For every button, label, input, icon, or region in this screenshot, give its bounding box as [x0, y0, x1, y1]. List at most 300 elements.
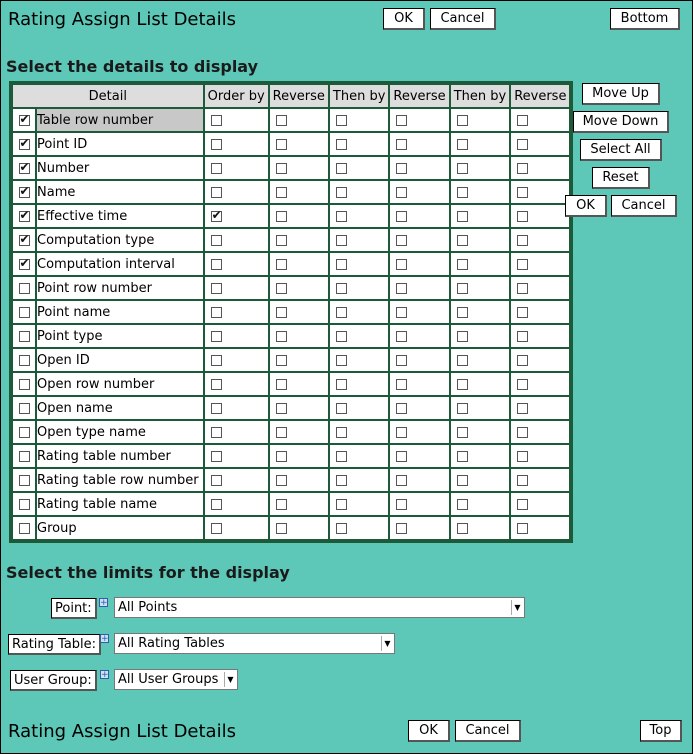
then-by-2-cell: [450, 300, 511, 324]
order-by-cell: [204, 396, 269, 420]
order-by-cell: [204, 204, 269, 228]
reverse-3-cell: [510, 204, 570, 228]
detail-checkbox-cell: [12, 468, 36, 492]
reverse-3-checkbox[interactable]: [517, 475, 528, 486]
order-by-cell: [204, 180, 269, 204]
detail-checkbox[interactable]: [19, 451, 30, 462]
rating-table-expand-icon[interactable]: +: [101, 634, 109, 644]
reverse-1-checkbox[interactable]: [276, 307, 287, 318]
then-by-2-checkbox[interactable]: [457, 211, 468, 222]
then-by-1-cell: [329, 492, 390, 516]
detail-label[interactable]: Number: [36, 156, 204, 180]
reverse-3-checkbox[interactable]: [517, 235, 528, 246]
reverse-2-cell: [389, 252, 449, 276]
reverse-2-checkbox[interactable]: [396, 451, 407, 462]
detail-checkbox-cell: [12, 348, 36, 372]
table-row: [12, 444, 570, 468]
then-by-2-cell: [450, 492, 511, 516]
detail-label[interactable]: Open row number: [36, 372, 204, 396]
reverse-3-cell: [510, 252, 570, 276]
reverse-1-checkbox[interactable]: [276, 211, 287, 222]
reverse-3-checkbox[interactable]: [517, 355, 528, 366]
rating-table-select-value: All Rating Tables: [118, 636, 225, 651]
then-by-2-cell: [450, 444, 511, 468]
then-by-2-checkbox[interactable]: [457, 451, 468, 462]
reset-button[interactable]: Reset: [592, 167, 650, 189]
order-by-cell: [204, 228, 269, 252]
then-by-1-checkbox[interactable]: [336, 355, 347, 366]
reverse-1-checkbox[interactable]: [276, 187, 287, 198]
reverse-1-cell: [269, 492, 329, 516]
then-by-2-cell: [450, 468, 511, 492]
reverse-2-cell: [389, 204, 449, 228]
reverse-3-cell: [510, 444, 570, 468]
rating-table-select[interactable]: [114, 633, 395, 654]
order-by-cell: [204, 468, 269, 492]
reverse-3-checkbox[interactable]: [517, 115, 528, 126]
top-button[interactable]: Top: [640, 720, 682, 742]
user-group-select[interactable]: [114, 669, 238, 690]
reverse-1-cell: [269, 204, 329, 228]
detail-label[interactable]: Rating table name: [36, 492, 204, 516]
reverse-1-cell: [269, 180, 329, 204]
then-by-2-checkbox[interactable]: [457, 427, 468, 438]
details-table: [9, 81, 573, 543]
reverse-3-checkbox[interactable]: [517, 379, 528, 390]
detail-label[interactable]: Point ID: [36, 132, 204, 156]
then-by-1-checkbox[interactable]: [336, 235, 347, 246]
reverse-2-checkbox[interactable]: [396, 115, 407, 126]
order-by-checkbox[interactable]: [211, 499, 222, 510]
detail-checkbox[interactable]: [19, 523, 30, 534]
reverse-1-cell: [269, 516, 329, 540]
then-by-1-cell: [329, 252, 390, 276]
detail-checkbox-cell: [12, 228, 36, 252]
detail-checkbox-cell: [12, 492, 36, 516]
table-row: [12, 300, 570, 324]
detail-checkbox[interactable]: [19, 499, 30, 510]
reverse-2-cell: [389, 372, 449, 396]
order-by-cell: [204, 300, 269, 324]
order-by-checkbox[interactable]: [211, 163, 222, 174]
reverse-1-checkbox[interactable]: [276, 427, 287, 438]
detail-label[interactable]: Name: [36, 180, 204, 204]
reverse-3-cell: [510, 132, 570, 156]
reverse-1-cell: [269, 468, 329, 492]
reverse-3-checkbox[interactable]: [517, 499, 528, 510]
footer-cancel-button[interactable]: Cancel: [455, 720, 521, 742]
detail-checkbox[interactable]: [19, 259, 30, 270]
then-by-1-cell: [329, 324, 390, 348]
table-row: [12, 228, 570, 252]
details-ok-button[interactable]: OK: [565, 195, 607, 217]
detail-label[interactable]: Rating table row number: [36, 468, 204, 492]
reverse-1-cell: [269, 156, 329, 180]
move-up-button[interactable]: Move Up: [582, 83, 660, 105]
details-header-row: [12, 84, 570, 108]
then-by-1-checkbox[interactable]: [336, 283, 347, 294]
reverse-3-checkbox[interactable]: [517, 403, 528, 414]
select-all-button[interactable]: Select All: [580, 139, 662, 161]
reverse-2-cell: [389, 276, 449, 300]
detail-checkbox-cell: [12, 300, 36, 324]
reverse-1-cell: [269, 228, 329, 252]
then-by-1-checkbox[interactable]: [336, 523, 347, 534]
reverse-1-checkbox[interactable]: [276, 139, 287, 150]
detail-checkbox[interactable]: [19, 379, 30, 390]
then-by-1-cell: [329, 204, 390, 228]
detail-label[interactable]: Open type name: [36, 420, 204, 444]
reverse-2-cell: [389, 228, 449, 252]
then-by-2-checkbox[interactable]: [457, 163, 468, 174]
reverse-2-cell: [389, 468, 449, 492]
user-group-expand-icon[interactable]: +: [101, 670, 109, 680]
reverse-3-cell: [510, 324, 570, 348]
order-by-cell: [204, 132, 269, 156]
then-by-1-checkbox[interactable]: [336, 451, 347, 462]
reverse-3-checkbox[interactable]: [517, 259, 528, 270]
reverse-3-cell: [510, 468, 570, 492]
reverse-3-checkbox[interactable]: [517, 187, 528, 198]
then-by-2-checkbox[interactable]: [457, 523, 468, 534]
page-title: Rating Assign List Details: [8, 9, 236, 30]
then-by-2-cell: [450, 372, 511, 396]
move-down-button[interactable]: Move Down: [573, 111, 669, 133]
then-by-1-cell: [329, 180, 390, 204]
order-by-checkbox[interactable]: [211, 475, 222, 486]
column-header-then-by-2: Then by: [450, 84, 511, 108]
detail-checkbox-cell: [12, 276, 36, 300]
detail-label[interactable]: Effective time: [36, 204, 204, 228]
then-by-1-checkbox[interactable]: [336, 427, 347, 438]
detail-checkbox-cell: [12, 180, 36, 204]
header-cancel-button[interactable]: Cancel: [430, 8, 496, 30]
rating-table-limit-button[interactable]: Rating Table:: [8, 634, 101, 655]
then-by-1-checkbox[interactable]: [336, 139, 347, 150]
order-by-checkbox[interactable]: [211, 187, 222, 198]
detail-checkbox[interactable]: [19, 331, 30, 342]
then-by-1-checkbox[interactable]: [336, 307, 347, 318]
then-by-1-cell: [329, 348, 390, 372]
table-row: [12, 516, 570, 540]
reverse-2-checkbox[interactable]: [396, 139, 407, 150]
detail-label[interactable]: Point row number: [36, 276, 204, 300]
detail-checkbox[interactable]: [19, 235, 30, 246]
then-by-2-checkbox[interactable]: [457, 307, 468, 318]
reverse-2-checkbox[interactable]: [396, 403, 407, 414]
reverse-3-cell: [510, 492, 570, 516]
order-by-checkbox[interactable]: [211, 307, 222, 318]
then-by-2-cell: [450, 252, 511, 276]
order-by-cell: [204, 420, 269, 444]
order-by-cell: [204, 252, 269, 276]
header-ok-button[interactable]: OK: [383, 8, 425, 30]
then-by-2-cell: [450, 420, 511, 444]
table-row: [12, 468, 570, 492]
then-by-2-checkbox[interactable]: [457, 331, 468, 342]
reverse-2-checkbox[interactable]: [396, 499, 407, 510]
detail-checkbox[interactable]: [19, 403, 30, 414]
then-by-1-checkbox[interactable]: [336, 115, 347, 126]
then-by-2-checkbox[interactable]: [457, 259, 468, 270]
detail-checkbox-cell: [12, 156, 36, 180]
reverse-1-checkbox[interactable]: [276, 451, 287, 462]
detail-checkbox[interactable]: [19, 211, 30, 222]
detail-label[interactable]: Open ID: [36, 348, 204, 372]
reverse-3-cell: [510, 156, 570, 180]
reverse-3-cell: [510, 180, 570, 204]
then-by-1-checkbox[interactable]: [336, 499, 347, 510]
order-by-checkbox[interactable]: [211, 427, 222, 438]
detail-label[interactable]: Group: [36, 516, 204, 540]
then-by-1-checkbox[interactable]: [336, 163, 347, 174]
order-by-cell: [204, 372, 269, 396]
reverse-1-cell: [269, 132, 329, 156]
reverse-1-cell: [269, 276, 329, 300]
then-by-2-cell: [450, 228, 511, 252]
reverse-3-checkbox[interactable]: [517, 283, 528, 294]
detail-checkbox-cell: [12, 372, 36, 396]
user-group-select-value: All User Groups: [118, 672, 219, 687]
column-header-detail: Detail: [12, 84, 204, 108]
then-by-2-cell: [450, 108, 511, 132]
reverse-1-checkbox[interactable]: [276, 163, 287, 174]
column-header-order-by: Order by: [204, 84, 269, 108]
reverse-2-checkbox[interactable]: [396, 307, 407, 318]
reverse-3-checkbox[interactable]: [517, 307, 528, 318]
order-by-cell: [204, 516, 269, 540]
reverse-1-checkbox[interactable]: [276, 259, 287, 270]
reverse-1-checkbox[interactable]: [276, 403, 287, 414]
detail-checkbox-cell: [12, 516, 36, 540]
table-row: [12, 156, 570, 180]
reverse-2-checkbox[interactable]: [396, 331, 407, 342]
then-by-2-checkbox[interactable]: [457, 475, 468, 486]
then-by-2-checkbox[interactable]: [457, 187, 468, 198]
reverse-1-checkbox[interactable]: [276, 235, 287, 246]
table-row: [12, 396, 570, 420]
order-by-checkbox[interactable]: [211, 355, 222, 366]
order-by-cell: [204, 324, 269, 348]
then-by-2-cell: [450, 348, 511, 372]
order-by-checkbox[interactable]: [211, 115, 222, 126]
detail-checkbox[interactable]: [19, 187, 30, 198]
reverse-2-cell: [389, 132, 449, 156]
detail-checkbox[interactable]: [19, 355, 30, 366]
reverse-1-cell: [269, 108, 329, 132]
then-by-1-checkbox[interactable]: [336, 379, 347, 390]
order-by-cell: [204, 444, 269, 468]
reverse-3-checkbox[interactable]: [517, 139, 528, 150]
then-by-1-cell: [329, 228, 390, 252]
then-by-2-checkbox[interactable]: [457, 283, 468, 294]
limits-section-heading: Select the limits for the display: [6, 563, 290, 582]
table-row: [12, 180, 570, 204]
detail-checkbox[interactable]: [19, 475, 30, 486]
reverse-2-checkbox[interactable]: [396, 283, 407, 294]
then-by-1-cell: [329, 276, 390, 300]
table-row: [12, 252, 570, 276]
detail-checkbox-cell: [12, 444, 36, 468]
reverse-3-cell: [510, 372, 570, 396]
reverse-1-cell: [269, 372, 329, 396]
details-cancel-button[interactable]: Cancel: [611, 195, 677, 217]
then-by-2-cell: [450, 204, 511, 228]
detail-label[interactable]: Point type: [36, 324, 204, 348]
detail-checkbox[interactable]: [19, 163, 30, 174]
detail-checkbox[interactable]: [19, 427, 30, 438]
then-by-1-checkbox[interactable]: [336, 475, 347, 486]
detail-checkbox-cell: [12, 252, 36, 276]
reverse-3-cell: [510, 516, 570, 540]
then-by-1-checkbox[interactable]: [336, 331, 347, 342]
order-by-checkbox[interactable]: [211, 331, 222, 342]
point-expand-icon[interactable]: +: [100, 598, 108, 608]
reverse-3-cell: [510, 300, 570, 324]
then-by-2-checkbox[interactable]: [457, 139, 468, 150]
then-by-2-cell: [450, 516, 511, 540]
detail-label[interactable]: Computation interval: [36, 252, 204, 276]
detail-checkbox-cell: [12, 204, 36, 228]
reverse-2-checkbox[interactable]: [396, 427, 407, 438]
reverse-2-cell: [389, 324, 449, 348]
reverse-1-checkbox[interactable]: [276, 379, 287, 390]
chevron-down-icon: ▼: [511, 600, 523, 615]
detail-checkbox-cell: [12, 132, 36, 156]
reverse-3-checkbox[interactable]: [517, 211, 528, 222]
detail-checkbox[interactable]: [19, 139, 30, 150]
reverse-3-cell: [510, 276, 570, 300]
reverse-3-cell: [510, 396, 570, 420]
reverse-3-checkbox[interactable]: [517, 331, 528, 342]
then-by-2-checkbox[interactable]: [457, 115, 468, 126]
detail-label[interactable]: Point name: [36, 300, 204, 324]
then-by-1-checkbox[interactable]: [336, 403, 347, 414]
order-by-checkbox[interactable]: [211, 139, 222, 150]
order-by-checkbox[interactable]: [211, 235, 222, 246]
order-by-checkbox[interactable]: [211, 259, 222, 270]
detail-label[interactable]: Rating table number: [36, 444, 204, 468]
then-by-1-checkbox[interactable]: [336, 259, 347, 270]
reverse-2-checkbox[interactable]: [396, 259, 407, 270]
detail-checkbox[interactable]: [19, 115, 30, 126]
order-by-checkbox[interactable]: [211, 523, 222, 534]
detail-label[interactable]: Computation type: [36, 228, 204, 252]
then-by-2-cell: [450, 156, 511, 180]
reverse-3-cell: [510, 420, 570, 444]
detail-label[interactable]: Open name: [36, 396, 204, 420]
then-by-2-cell: [450, 180, 511, 204]
details-section-heading: Select the details to display: [6, 57, 259, 76]
then-by-2-checkbox[interactable]: [457, 499, 468, 510]
footer-ok-button[interactable]: OK: [408, 720, 450, 742]
reverse-3-checkbox[interactable]: [517, 163, 528, 174]
reverse-1-cell: [269, 300, 329, 324]
detail-checkbox-cell: [12, 108, 36, 132]
reverse-2-checkbox[interactable]: [396, 211, 407, 222]
reverse-3-checkbox[interactable]: [517, 451, 528, 462]
details-table-body: [12, 108, 570, 540]
then-by-1-checkbox[interactable]: [336, 211, 347, 222]
reverse-1-cell: [269, 444, 329, 468]
reverse-2-cell: [389, 420, 449, 444]
order-by-checkbox[interactable]: [211, 283, 222, 294]
chevron-down-icon: ▼: [224, 672, 236, 687]
order-by-checkbox[interactable]: [211, 403, 222, 414]
reverse-2-checkbox[interactable]: [396, 475, 407, 486]
then-by-2-checkbox[interactable]: [457, 235, 468, 246]
then-by-2-cell: [450, 396, 511, 420]
reverse-1-checkbox[interactable]: [276, 331, 287, 342]
reverse-2-checkbox[interactable]: [396, 187, 407, 198]
table-row: [12, 276, 570, 300]
order-by-checkbox[interactable]: [211, 451, 222, 462]
order-by-checkbox[interactable]: [211, 379, 222, 390]
table-row: [12, 492, 570, 516]
then-by-1-cell: [329, 468, 390, 492]
then-by-1-cell: [329, 300, 390, 324]
reverse-2-checkbox[interactable]: [396, 355, 407, 366]
reverse-2-cell: [389, 516, 449, 540]
detail-label[interactable]: Table row number: [36, 108, 204, 132]
then-by-2-checkbox[interactable]: [457, 403, 468, 414]
reverse-3-checkbox[interactable]: [517, 523, 528, 534]
point-select[interactable]: [114, 597, 525, 618]
reverse-1-checkbox[interactable]: [276, 115, 287, 126]
then-by-1-cell: [329, 156, 390, 180]
column-header-reverse-3: Reverse: [510, 84, 570, 108]
reverse-3-cell: [510, 108, 570, 132]
reverse-2-checkbox[interactable]: [396, 379, 407, 390]
detail-checkbox[interactable]: [19, 283, 30, 294]
reverse-1-checkbox[interactable]: [276, 283, 287, 294]
then-by-2-checkbox[interactable]: [457, 355, 468, 366]
reverse-1-checkbox[interactable]: [276, 499, 287, 510]
reverse-2-cell: [389, 108, 449, 132]
reverse-1-checkbox[interactable]: [276, 475, 287, 486]
then-by-1-cell: [329, 132, 390, 156]
point-limit-button[interactable]: Point:: [51, 598, 97, 619]
reverse-2-checkbox[interactable]: [396, 523, 407, 534]
reverse-2-checkbox[interactable]: [396, 235, 407, 246]
reverse-2-cell: [389, 180, 449, 204]
user-group-limit-button[interactable]: User Group:: [10, 670, 97, 691]
reverse-2-cell: [389, 300, 449, 324]
detail-checkbox[interactable]: [19, 307, 30, 318]
reverse-3-checkbox[interactable]: [517, 427, 528, 438]
detail-checkbox-cell: [12, 420, 36, 444]
detail-checkbox-cell: [12, 324, 36, 348]
table-row: [12, 372, 570, 396]
then-by-2-checkbox[interactable]: [457, 379, 468, 390]
order-by-checkbox[interactable]: [211, 211, 222, 222]
reverse-3-cell: [510, 228, 570, 252]
reverse-2-cell: [389, 396, 449, 420]
table-row: [12, 108, 570, 132]
then-by-1-checkbox[interactable]: [336, 187, 347, 198]
then-by-2-cell: [450, 132, 511, 156]
reverse-1-cell: [269, 252, 329, 276]
bottom-button[interactable]: Bottom: [610, 8, 680, 30]
then-by-1-cell: [329, 108, 390, 132]
reverse-1-cell: [269, 324, 329, 348]
reverse-2-checkbox[interactable]: [396, 163, 407, 174]
column-header-reverse-2: Reverse: [389, 84, 449, 108]
table-row: [12, 204, 570, 228]
reverse-1-checkbox[interactable]: [276, 355, 287, 366]
reverse-1-checkbox[interactable]: [276, 523, 287, 534]
order-by-cell: [204, 108, 269, 132]
